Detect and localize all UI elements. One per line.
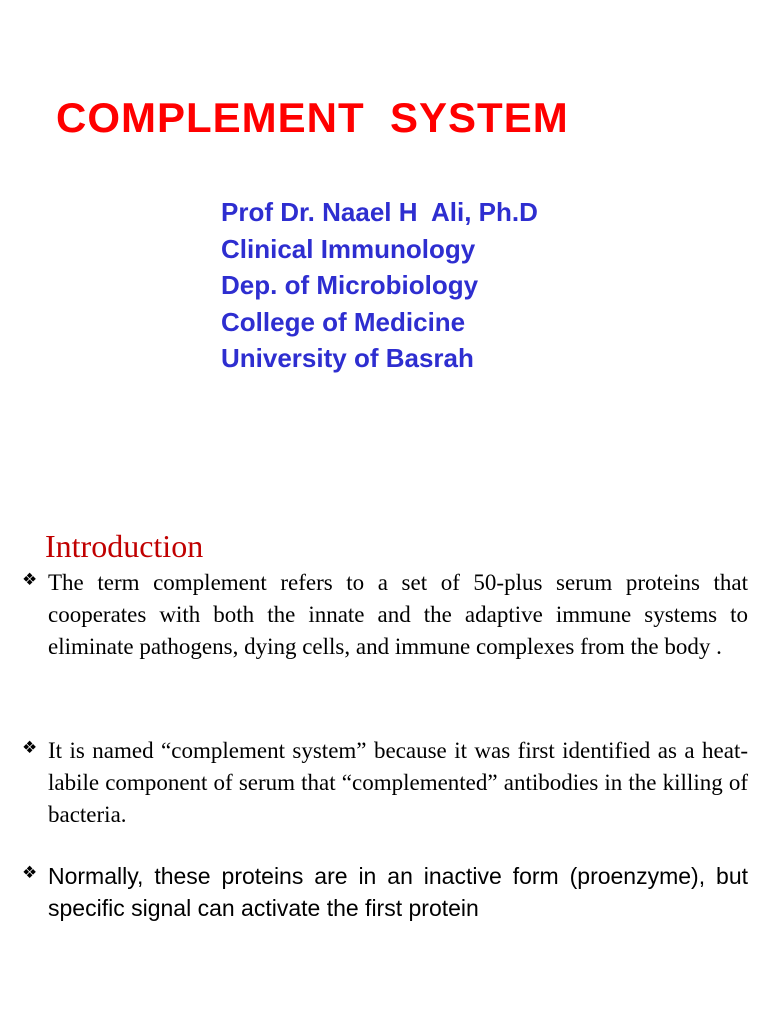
bullet-text: The term complement refers to a set of 50-plus serum proteins that cooperates with both the innate and the adaptive immune systems to eliminate pathogens, dying cells, and immune complexes from the body . (48, 570, 748, 659)
bullet-item (22, 567, 748, 663)
bullet-item (22, 860, 748, 924)
bullet-item (22, 735, 748, 831)
diamond-bullet-icon: ❖ (22, 863, 38, 883)
author-specialty: Clinical Immunology (221, 233, 476, 264)
bullet-text: Normally, these proteins are in an inactive form (proenzyme), but specific signal can activate the first protein (48, 863, 748, 921)
diamond-bullet-icon: ❖ (22, 570, 38, 590)
author-university: University of Basrah (221, 343, 474, 373)
author-name: Prof Dr. Naael H Ali, Ph.D (221, 197, 538, 227)
bullet-text: It is named “complement system” because it was first identified as a heat-labile component of serum that “complemented” antibodies in the killing of bacteria. (48, 738, 748, 827)
author-college: College of Medicine (221, 306, 466, 337)
slide-title: COMPLEMENT SYSTEM (56, 94, 569, 141)
author-block (221, 194, 538, 377)
author-department: Dep. of Microbiology (221, 270, 479, 300)
diamond-bullet-icon: ❖ (22, 738, 38, 758)
introduction-heading: Introduction (45, 528, 204, 564)
